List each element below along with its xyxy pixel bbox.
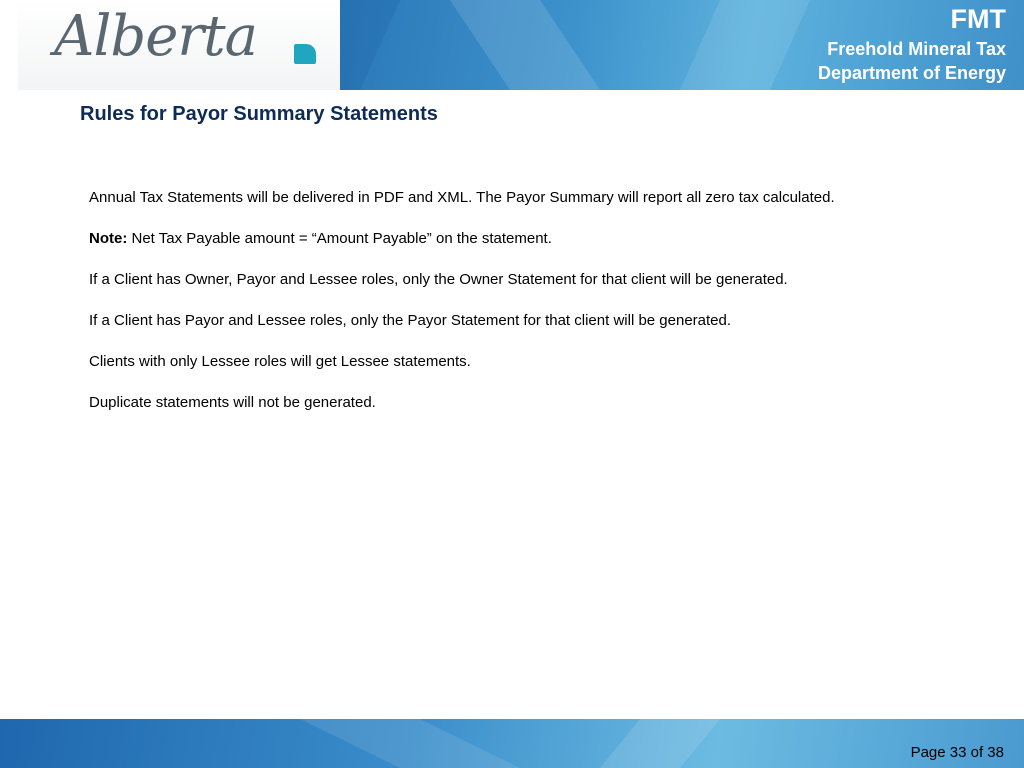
alberta-logo bbox=[18, 0, 340, 90]
paragraph-duplicate-rule: Duplicate statements will not be generated. bbox=[89, 394, 376, 411]
note-label: Note: bbox=[89, 230, 128, 247]
page-title: Rules for Payor Summary Statements bbox=[80, 103, 438, 125]
paragraph-delivery: Annual Tax Statements will be delivered in PDF and XML. The Payor Summary will report all zero tax calculated. bbox=[89, 189, 835, 206]
slide-header bbox=[0, 0, 1024, 90]
paragraph-payor-rule: If a Client has Payor and Lessee roles, only the Payor Statement for that client will be generated. bbox=[89, 312, 732, 329]
alberta-logo-text: Alberta bbox=[54, 4, 257, 69]
slide-footer bbox=[0, 719, 1024, 768]
footer-decoration bbox=[0, 719, 1024, 768]
paragraph-lessee-rule: Clients with only Lessee roles will get Lessee statements. bbox=[89, 353, 471, 370]
program-name: Freehold Mineral Tax bbox=[827, 39, 1006, 59]
logo-mark-icon bbox=[294, 44, 316, 64]
fmt-acronym: FMT bbox=[950, 4, 1006, 34]
header-banner bbox=[340, 0, 1024, 90]
paragraph-owner-rule: If a Client has Owner, Payor and Lessee roles, only the Owner Statement for that client will be generated. bbox=[89, 271, 788, 288]
paragraph-note bbox=[89, 229, 889, 249]
note-text: Net Tax Payable amount = “Amount Payable” on the statement. bbox=[127, 230, 552, 247]
rules-content bbox=[89, 188, 889, 434]
department-name: Department of Energy bbox=[817, 63, 1006, 83]
page-number: Page 33 of 38 bbox=[910, 744, 1004, 761]
